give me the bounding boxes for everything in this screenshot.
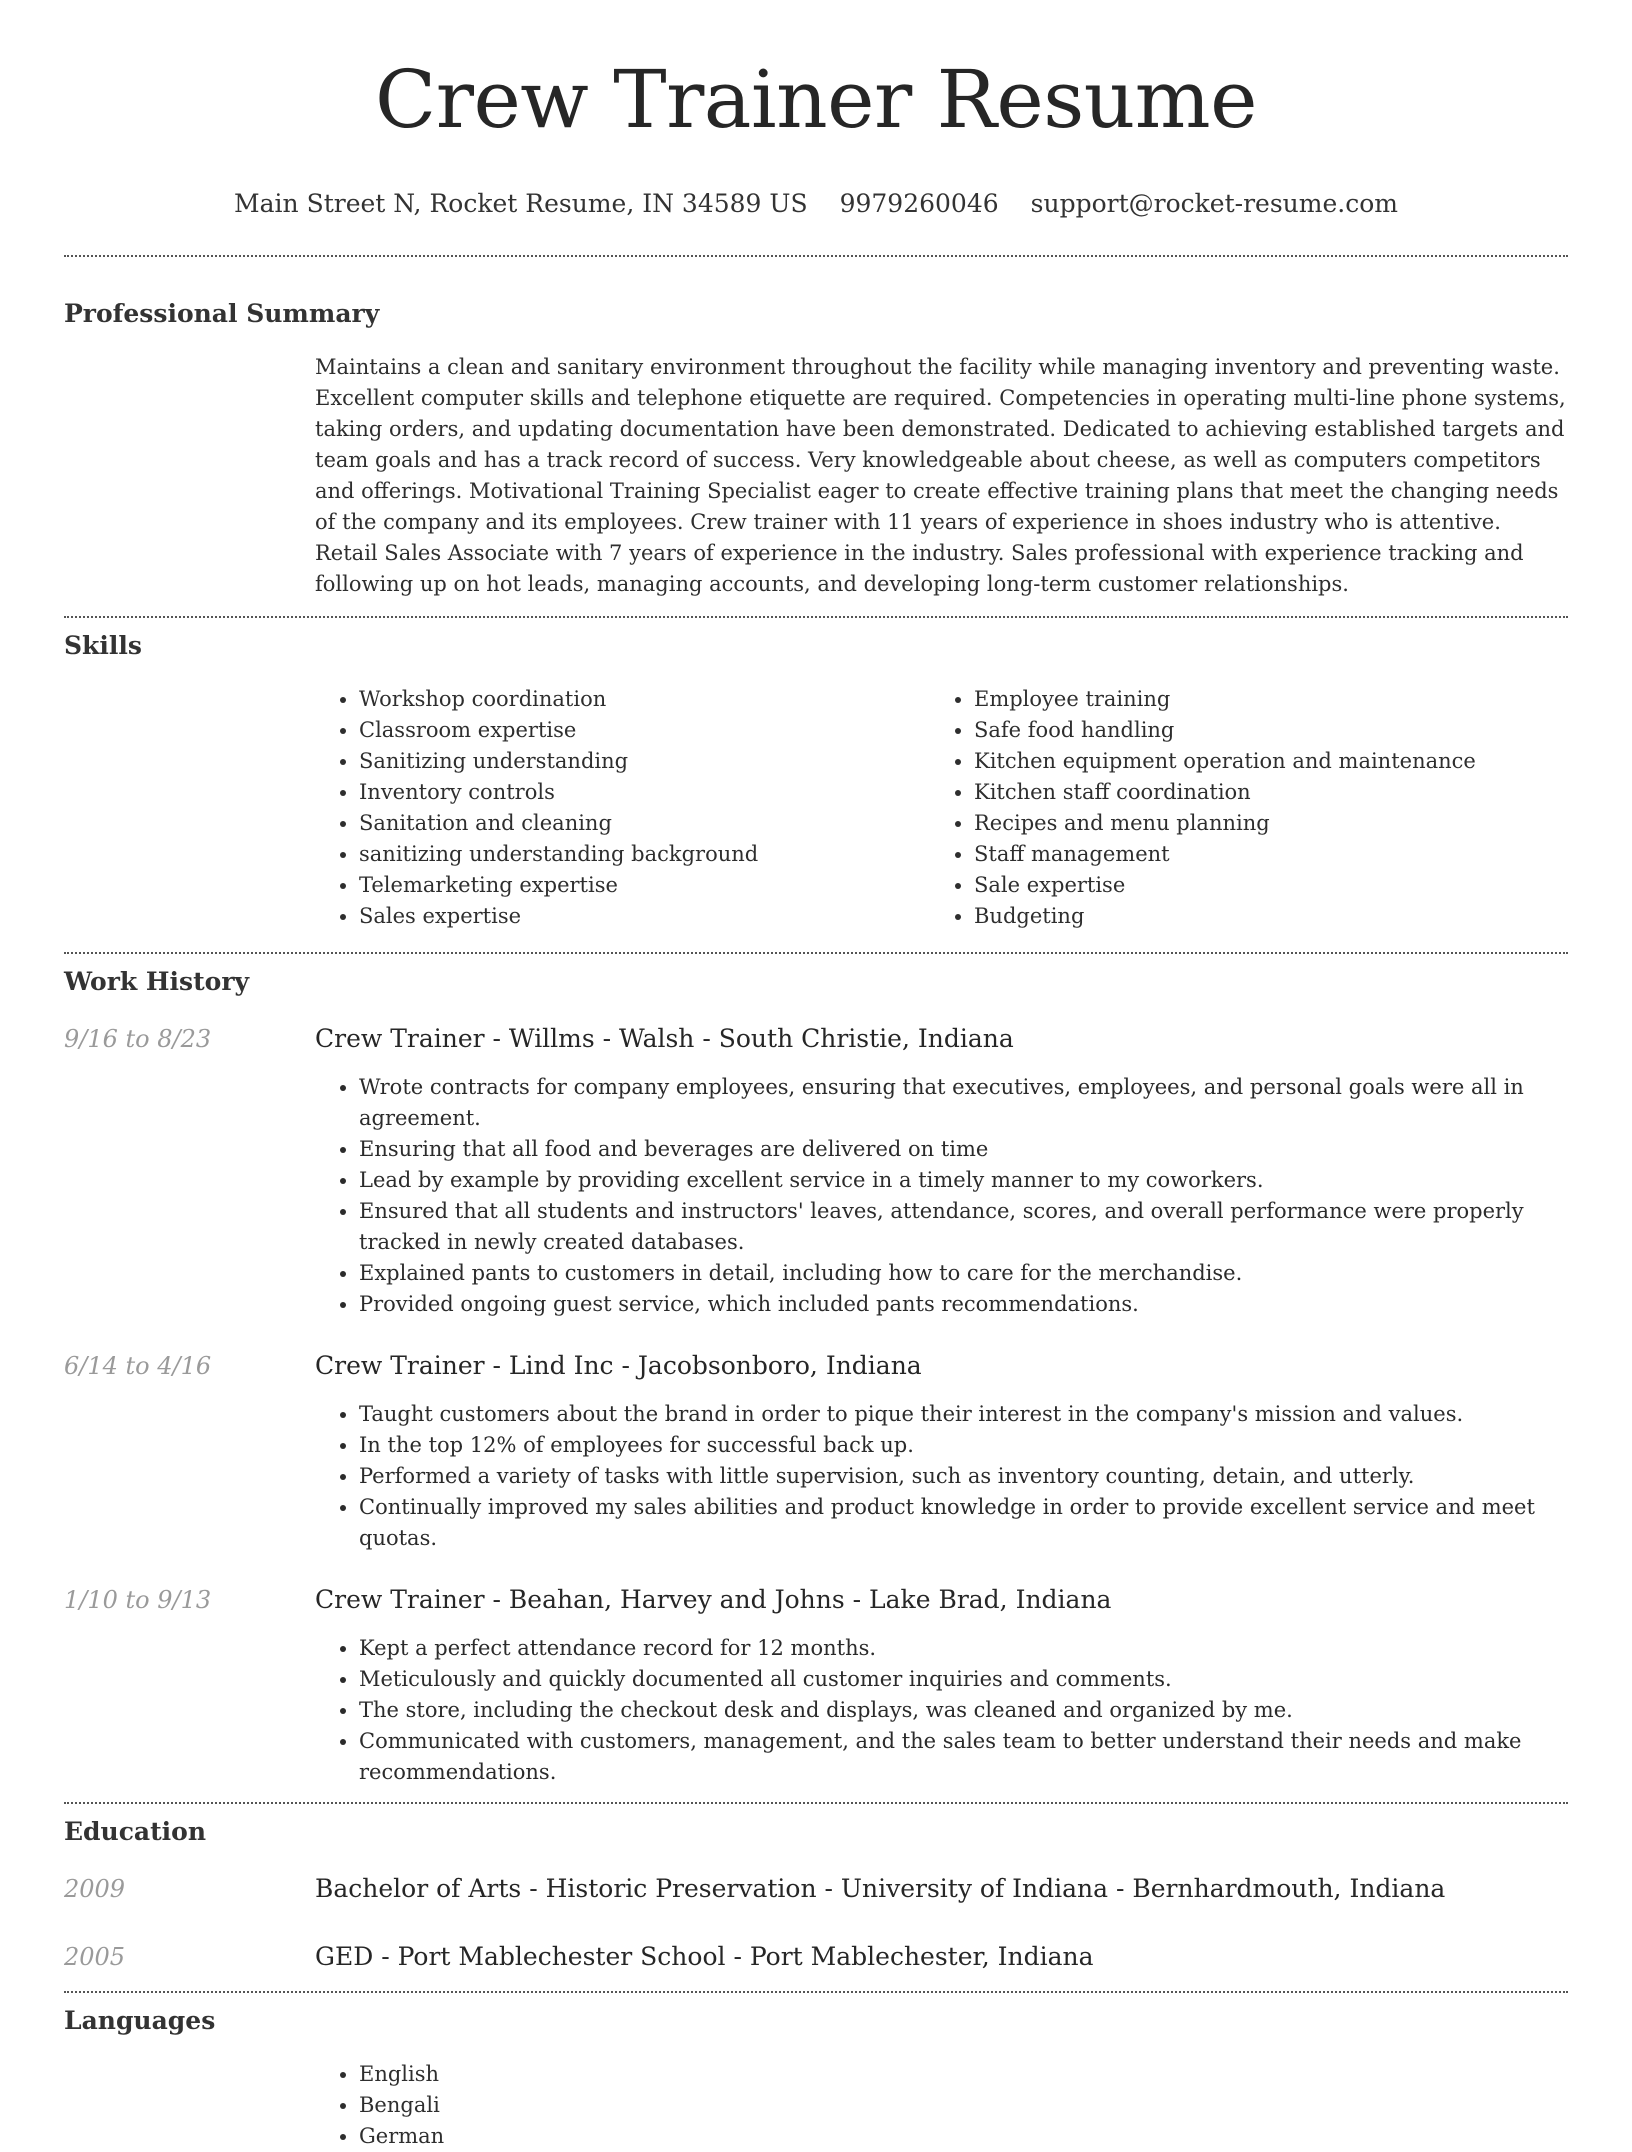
- resume-page: [64, 0, 1568, 2152]
- job-bullet: • Taught customers about the brand in order to pique their interest in the company's mission and values.: [359, 1399, 1568, 1430]
- contact-phone: 9979260046: [839, 189, 999, 218]
- skills-column-right: [930, 684, 1545, 932]
- skill-item: • Workshop coordination: [359, 684, 930, 715]
- skills-list: [315, 684, 1568, 932]
- skill-item: • Budgeting: [974, 901, 1545, 932]
- education-year: 2009: [64, 1875, 126, 1903]
- skill-item: • Safe food handling: [974, 715, 1545, 746]
- section-divider: [64, 255, 1568, 257]
- skills-heading: Skills: [64, 631, 142, 660]
- job-entry: [64, 1584, 1568, 1788]
- languages-heading: Languages: [64, 2006, 216, 2035]
- skill-item: • sanitizing understanding background: [359, 839, 930, 870]
- section-divider: [64, 952, 1568, 954]
- job-bullet: • Lead by example by providing excellent service in a timely manner to my coworkers.: [359, 1165, 1568, 1196]
- work-heading: Work History: [64, 967, 250, 996]
- education-entry: [64, 1873, 1568, 1905]
- job-bullet: • Provided ongoing guest service, which included pants recommendations.: [359, 1289, 1568, 1320]
- language-item: • German: [359, 2121, 1568, 2152]
- job-bullet: • Meticulously and quickly documented all customer inquiries and comments.: [359, 1664, 1568, 1695]
- job-entry: [64, 1350, 1568, 1554]
- skill-item: • Kitchen equipment operation and maintenance: [974, 746, 1545, 777]
- language-item: • Bengali: [359, 2090, 1568, 2121]
- skill-item: • Employee training: [974, 684, 1545, 715]
- education-heading: Education: [64, 1817, 207, 1846]
- contact-email: support@rocket-resume.com: [1030, 189, 1398, 218]
- skill-item: • Classroom expertise: [359, 715, 930, 746]
- job-bullet: • Ensuring that all food and beverages are delivered on time: [359, 1134, 1568, 1165]
- section-divider: [64, 1802, 1568, 1804]
- job-dates: 6/14 to 4/16: [64, 1352, 212, 1380]
- job-bullet: • Explained pants to customers in detail, including how to care for the merchandise.: [359, 1258, 1568, 1289]
- languages-list: [315, 2059, 1568, 2152]
- skill-item: • Telemarketing expertise: [359, 870, 930, 901]
- summary-text: Maintains a clean and sanitary environment throughout the facility while managing inventory and preventing waste. Excellent computer skills and telephone etiquette are required. Competencies in operating multi-line phone systems, taking orders, and updating documentation have been demonstrated. Dedicated to achieving established targets and team goals and has a track record of success. Very knowledgeable about cheese, as well as computers competitors and offerings. Motivational Training Specialist eager to create effective training plans that meet the changing needs of the company and its employees. Crew trainer with 11 years of experience in shoes industry who is attentive. Retail Sales Associate with 7 years of experience in the industry. Sales professional with experience tracking and following up on hot leads, managing accounts, and developing long-term customer relationships.: [315, 355, 1566, 596]
- job-title: Crew Trainer - Lind Inc - Jacobsonboro, Indiana: [315, 1351, 922, 1380]
- resume-title: Crew Trainer Resume: [375, 53, 1257, 146]
- skills-column-left: [315, 684, 930, 932]
- skill-item: • Inventory controls: [359, 777, 930, 808]
- contact-line: [64, 188, 1568, 220]
- education-degree: GED - Port Mablechester School - Port Mablechester, Indiana: [315, 1942, 1094, 1971]
- job-bullet: • In the top 12% of employees for successful back up.: [359, 1430, 1568, 1461]
- job-bullet: • Performed a variety of tasks with little supervision, such as inventory counting, detain, and utterly.: [359, 1461, 1568, 1492]
- job-bullet: • Communicated with customers, management, and the sales team to better understand their needs and make recommendations.: [359, 1726, 1568, 1788]
- skill-item: • Recipes and menu planning: [974, 808, 1545, 839]
- skill-item: • Staff management: [974, 839, 1545, 870]
- education-year: 2005: [64, 1943, 126, 1971]
- skill-item: • Kitchen staff coordination: [974, 777, 1545, 808]
- job-bullet: • Ensured that all students and instructors' leaves, attendance, scores, and overall performance were properly tracked in newly created databases.: [359, 1196, 1568, 1258]
- job-title: Crew Trainer - Willms - Walsh - South Christie, Indiana: [315, 1024, 1014, 1053]
- skill-item: • Sales expertise: [359, 901, 930, 932]
- summary-heading: Professional Summary: [64, 299, 380, 328]
- language-item: • English: [359, 2059, 1568, 2090]
- section-divider: [64, 1991, 1568, 1993]
- job-title: Crew Trainer - Beahan, Harvey and Johns - Lake Brad, Indiana: [315, 1585, 1112, 1614]
- job-bullet: • Wrote contracts for company employees, ensuring that executives, employees, and personal goals were all in agreement.: [359, 1072, 1568, 1134]
- job-entry: [64, 1023, 1568, 1320]
- skill-item: • Sanitation and cleaning: [359, 808, 930, 839]
- job-bullet: • The store, including the checkout desk and displays, was cleaned and organized by me.: [359, 1695, 1568, 1726]
- job-bullet: • Kept a perfect attendance record for 12 months.: [359, 1633, 1568, 1664]
- job-bullet: • Continually improved my sales abilities and product knowledge in order to provide excellent service and meet quotas.: [359, 1492, 1568, 1554]
- skill-item: • Sanitizing understanding: [359, 746, 930, 777]
- contact-address: Main Street N, Rocket Resume, IN 34589 US: [234, 189, 808, 218]
- job-dates: 1/10 to 9/13: [64, 1586, 212, 1614]
- skill-item: • Sale expertise: [974, 870, 1545, 901]
- section-divider: [64, 616, 1568, 618]
- education-entry: [64, 1941, 1568, 1973]
- education-degree: Bachelor of Arts - Historic Preservation - University of Indiana - Bernhardmouth, Indiana: [315, 1874, 1446, 1903]
- job-dates: 9/16 to 8/23: [64, 1025, 212, 1053]
